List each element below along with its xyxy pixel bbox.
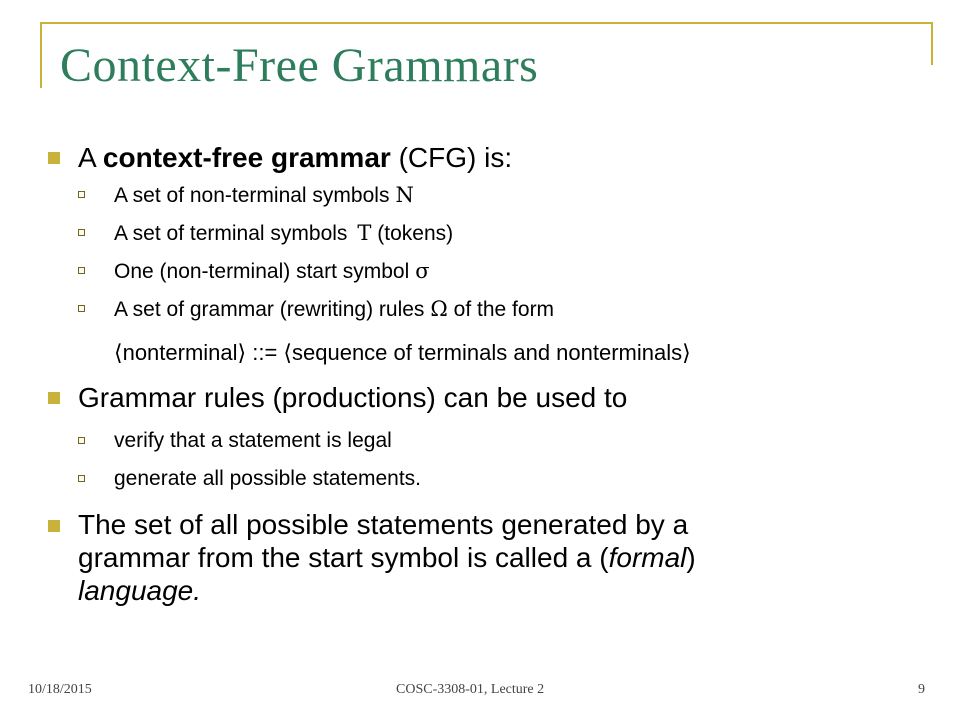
hollow-square-bullet-icon xyxy=(78,267,85,274)
hollow-square-bullet-icon xyxy=(78,437,85,444)
slide: Context-Free Grammars A context-free grammar (CFG) is: A set of non-terminal symbols N A set of terminal symbols T (tokens) One (non-terminal) start symbol σ A set of grammar (rewriting) rules Ω of the form ⟨nonterminal⟩ ::= ⟨sequence of terminals and nonterminals⟩ Grammar rules (productions) can be used to verify that a statement is legal generate all possible statements. The set of all possible statements generated by a grammar from the start symbol is called a (formal) language. 10/18/2015 COSC-3308-01, Lecture 2 9 xyxy=(0,0,960,720)
hollow-square-bullet-icon xyxy=(78,475,85,482)
square-bullet-icon xyxy=(48,392,60,404)
bullet-text: A context-free grammar (CFG) is: xyxy=(78,142,513,173)
frame-left-line xyxy=(40,22,42,88)
bold-term: context-free grammar xyxy=(102,142,391,173)
frame-top-line xyxy=(40,22,933,24)
frame-right-line xyxy=(931,22,933,65)
bullet-language-text: The set of all possible statements generated by a grammar from the start symbol is called a (formal) language. xyxy=(78,509,696,606)
symbol-omega: Ω xyxy=(430,297,448,321)
hollow-square-bullet-icon xyxy=(78,229,85,236)
hollow-square-bullet-icon xyxy=(78,305,85,312)
symbol-sigma: σ xyxy=(415,259,430,283)
slide-title: Context-Free Grammars xyxy=(60,39,539,92)
hollow-square-bullet-icon xyxy=(78,191,85,198)
grammar-rule-form: ⟨nonterminal⟩ ::= ⟨sequence of terminals and nonterminals⟩ xyxy=(114,340,691,365)
square-bullet-icon xyxy=(48,520,60,532)
footer-page-number: 9 xyxy=(918,682,925,697)
footer-date: 10/18/2015 xyxy=(28,682,92,697)
footer-course: COSC-3308-01, Lecture 2 xyxy=(396,682,545,697)
symbol-N: N xyxy=(395,183,414,207)
square-bullet-icon xyxy=(48,152,60,164)
symbol-T: T xyxy=(357,221,372,245)
